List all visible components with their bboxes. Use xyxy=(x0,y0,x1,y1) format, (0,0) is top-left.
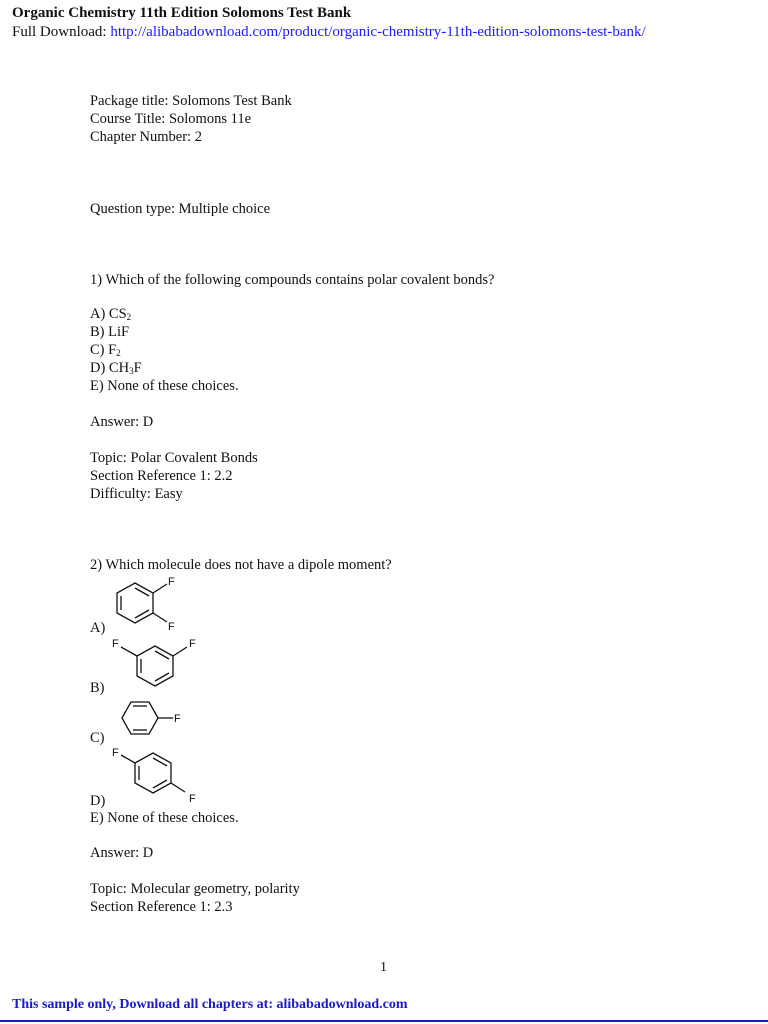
download-line xyxy=(12,24,646,41)
download-link[interactable]: http://alibabadownload.com/product/organic-chemistry-11th-edition-solomons-test-bank/ xyxy=(110,24,646,40)
q2-option-e: E) None of these choices. xyxy=(90,810,239,826)
fluorine-label: F xyxy=(168,621,175,633)
fluorine-label: F xyxy=(189,793,196,805)
package-title: Package title: Solomons Test Bank xyxy=(90,93,292,109)
q2-option-c-label: C) xyxy=(90,730,105,746)
q1-option-a: A) $CS_2$ xyxy=(90,306,132,322)
q2-option-b-structure xyxy=(105,634,205,694)
q2-option-d-label: D) xyxy=(90,793,106,809)
q1-option-b: B) LiF xyxy=(90,324,130,340)
q1-option-c: C) $F_2$ xyxy=(90,342,121,358)
q1-question: 1) Which of the following compounds contains polar covalent bonds? xyxy=(90,272,495,288)
q2-question: 2) Which molecule does not have a dipole moment? xyxy=(90,557,392,573)
download-label: Full Download: xyxy=(12,24,111,40)
chapter-number: Chapter Number: 2 xyxy=(90,129,202,145)
page-number: 1 xyxy=(380,960,387,975)
q2-option-d-structure xyxy=(105,743,205,807)
q1-answer: Answer: D xyxy=(90,414,154,430)
footer-rule xyxy=(0,1020,768,1022)
q2-option-a-structure xyxy=(105,573,195,633)
fluorine-label: F xyxy=(189,638,196,650)
q1-section: Section Reference 1: 2.2 xyxy=(90,468,233,484)
fluorine-label: F xyxy=(112,747,119,759)
q2-option-b-label: B) xyxy=(90,680,105,696)
question-type: Question type: Multiple choice xyxy=(90,201,271,217)
course-title: Course Title: Solomons 11e xyxy=(90,111,252,127)
q2-option-c-structure xyxy=(105,696,195,742)
q1-option-d: D) $CH_3F$ xyxy=(90,360,142,376)
fluorine-label: F xyxy=(168,576,175,588)
q2-answer: Answer: D xyxy=(90,845,154,861)
fluorine-label: F xyxy=(174,713,181,725)
q1-option-e: E) None of these choices. xyxy=(90,378,239,394)
q2-section: Section Reference 1: 2.3 xyxy=(90,899,233,915)
q1-difficulty: Difficulty: Easy xyxy=(90,486,183,502)
document-title: Organic Chemistry 11th Edition Solomons Test Bank xyxy=(12,5,352,21)
q2-option-a-label: A) xyxy=(90,620,106,636)
q1-topic: Topic: Polar Covalent Bonds xyxy=(90,450,258,466)
q2-topic: Topic: Molecular geometry, polarity xyxy=(90,881,300,897)
fluorine-label: F xyxy=(112,638,119,650)
footer-download-notice[interactable]: This sample only, Download all chapters at: alibabadownload.com xyxy=(12,997,408,1012)
